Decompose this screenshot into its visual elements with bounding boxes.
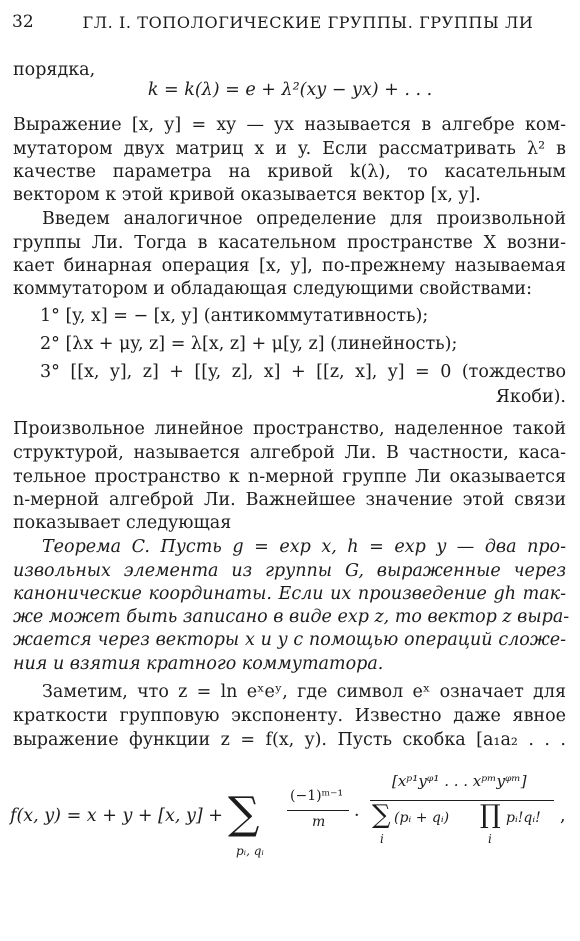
- property-1: 1° [y, x] = − [x, y] (антикоммутативность);: [40, 306, 429, 326]
- text-line: группы Ли. Тогда в касательном пространстве X возни-: [13, 233, 566, 253]
- text-line: n-мерной алгеброй Ли. Важнейшее значение этой связи: [13, 490, 566, 510]
- formula-comma: ,: [560, 806, 566, 826]
- text-line: показывает следующая: [13, 513, 232, 533]
- text-line: тельное пространство к n-мерной группе Ли оказывается: [13, 467, 566, 487]
- property-3-end: Якоби).: [495, 387, 566, 407]
- text-line: коммутатором и обладающая следующими свойствами:: [13, 279, 532, 299]
- text-line: порядка,: [13, 60, 96, 80]
- text-line: Заметим, что z = ln eˣeʸ, где символ eˣ означает для: [42, 682, 566, 702]
- coef-numerator: (−1)ᵐ⁻¹: [290, 788, 344, 804]
- series-formula: [10, 770, 570, 878]
- main-fraction-bar: [370, 800, 554, 801]
- theorem-line: извольных элемента из группы G, выраженные через: [13, 561, 566, 581]
- theorem-line: ния и взятия кратного коммутатора.: [13, 654, 384, 674]
- den-sum-sign: ∑: [372, 800, 391, 830]
- property-3: 3° [[x, y], z] + [[y, z], x] + [[z, x], y] = 0 (тождество: [40, 362, 566, 382]
- text-line: Произвольное линейное пространство, наделенное такой: [13, 419, 566, 439]
- text-line: Выражение [x, y] = xy — yx называется в алгебре ком-: [13, 115, 566, 135]
- main-numerator: [xᵖ¹yᵠ¹ . . . xᵖᵐyᵠᵐ]: [392, 772, 527, 790]
- formula-line: k = k(λ) = e + λ²(xy − yx) + . . .: [147, 80, 433, 100]
- text-line: кает бинарная операция [x, y], по-прежнему называемая: [13, 256, 566, 276]
- theorem-line: жается через векторы x и y с помощью операций сложе-: [13, 630, 566, 650]
- text-line: качестве параметра на кривой k(λ), то касательным: [13, 162, 566, 182]
- multiply-dot: ·: [354, 806, 360, 826]
- theorem-line: же может быть записано в виде exp z, то вектор z выра-: [13, 607, 570, 627]
- page-number: 32: [12, 12, 34, 32]
- page-header: [12, 12, 568, 38]
- running-title: ГЛ. I. ТОПОЛОГИЧЕСКИЕ ГРУППЫ. ГРУППЫ ЛИ: [82, 13, 534, 32]
- theorem-line: Теорема C. Пусть g = exp x, h = exp y — два про-: [42, 537, 566, 557]
- coef-fraction-bar: [287, 810, 349, 811]
- coef-denominator: m: [312, 814, 326, 830]
- text-line: структурой, называется алгеброй Ли. В частности, каса-: [13, 443, 566, 463]
- den-prod-sign: ∏: [480, 800, 501, 830]
- text-line: Введем аналогичное определение для произвольной: [42, 209, 566, 229]
- text-line: вектором к этой кривой оказывается вектор [x, y].: [13, 185, 481, 205]
- property-2: 2° [λx + μy, z] = λ[x, z] + μ[y, z] (линейность);: [40, 334, 458, 354]
- den-sum-index: i: [380, 832, 384, 846]
- sum-sign: ∑: [228, 788, 260, 839]
- den-prod-index: i: [488, 832, 492, 846]
- den-sum-term: (pᵢ + qᵢ): [394, 810, 450, 826]
- formula-lhs: f(x, y) = x + y + [x, y] +: [10, 806, 223, 826]
- theorem-line: канонические координаты. Если их произведение gh так-: [13, 584, 566, 604]
- text-line: мутатором двух матриц x и y. Если рассматривать λ² в: [13, 139, 566, 159]
- sum-index: pᵢ, qᵢ: [236, 844, 264, 858]
- text-line: выражение функции z = f(x, y). Пусть скобка [a₁a₂ . . .: [13, 730, 566, 750]
- text-line: краткости групповую экспоненту. Известно даже явное: [13, 706, 566, 726]
- den-prod-term: pᵢ!qᵢ!: [506, 810, 541, 826]
